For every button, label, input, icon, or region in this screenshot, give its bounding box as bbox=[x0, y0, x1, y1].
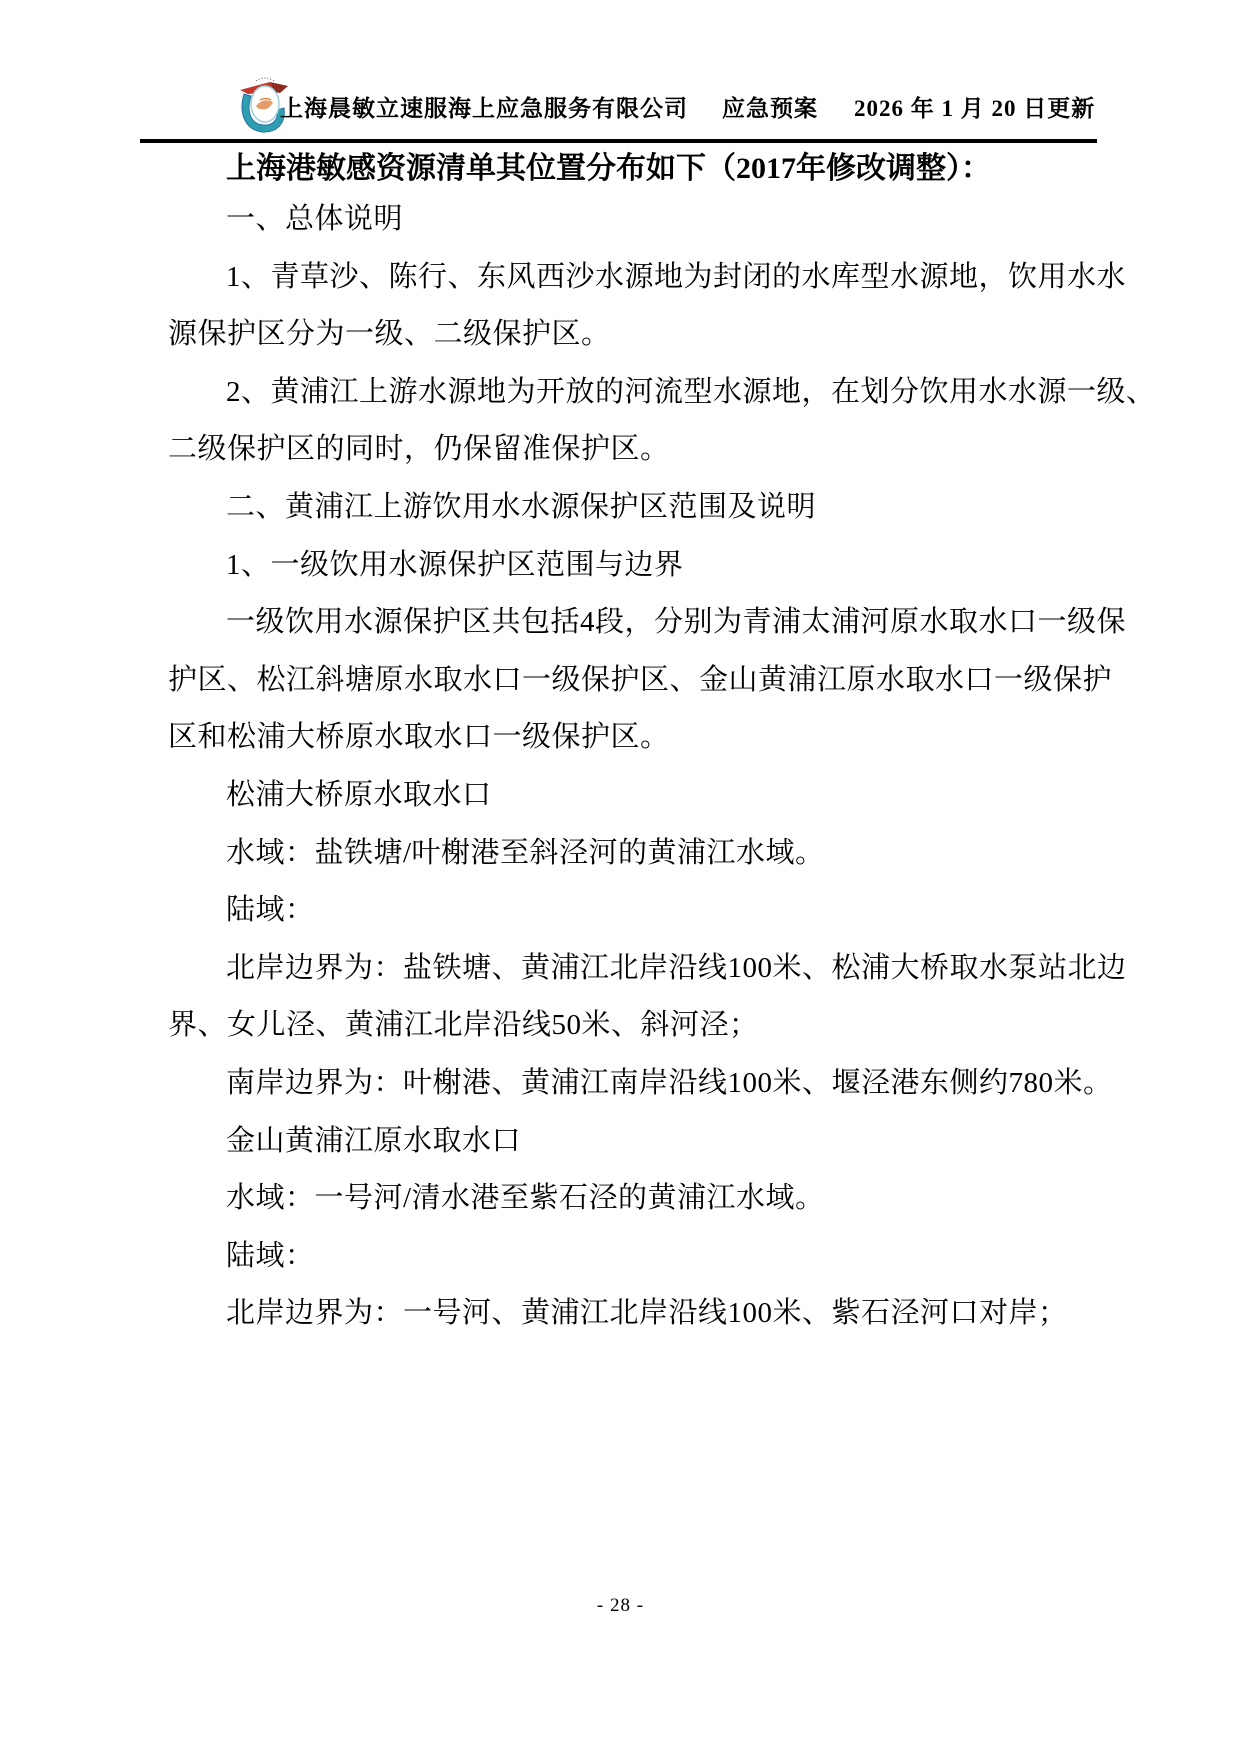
body-text-line: 陆域： bbox=[226, 894, 315, 927]
header-doc-type: 应急预案 bbox=[722, 96, 818, 121]
body-text-line: 界、女儿泾、黄浦江北岸沿线50米、斜河泾； bbox=[168, 1009, 759, 1042]
header-divider-rule bbox=[140, 139, 1097, 143]
body-text-line: 陆域： bbox=[226, 1239, 315, 1272]
document-title: 上海港敏感资源清单其位置分布如下（2017年修改调整）： bbox=[226, 152, 991, 185]
body-text-line: 南岸边界为：叶榭港、黄浦江南岸沿线100米、堰泾港东侧约780米。 bbox=[226, 1066, 1113, 1099]
body-text-line: 一、总体说明 bbox=[226, 203, 404, 235]
body-text-line: 北岸边界为：一号河、黄浦江北岸沿线100米、紫石泾河口对岸； bbox=[226, 1297, 1068, 1330]
body-text-line: 护区、松江斜塘原水取水口一级保护区、金山黄浦江原水取水口一级保护 bbox=[168, 663, 1113, 696]
body-text-line: 2、黄浦江上游水源地为开放的河流型水源地，在划分饮用水水源一级、 bbox=[226, 375, 1156, 408]
body-text-line: 源保护区分为一级、二级保护区。 bbox=[168, 318, 611, 351]
body-text-line: 金山黄浦江原水取水口 bbox=[226, 1124, 522, 1157]
page-header bbox=[280, 94, 1100, 124]
header-company-name: 上海晨敏立速服海上应急服务有限公司 bbox=[280, 96, 688, 121]
body-text-line: 二级保护区的同时，仍保留准保护区。 bbox=[168, 433, 670, 466]
header-update-date: 2026 年 1 月 20 日更新 bbox=[854, 96, 1096, 121]
body-text-line: 1、青草沙、陈行、东风西沙水源地为封闭的水库型水源地，饮用水水 bbox=[226, 260, 1127, 293]
body-text-line: 水域：盐铁塘/叶榭港至斜泾河的黄浦江水域。 bbox=[226, 836, 825, 869]
body-text-line: 二、黄浦江上游饮用水水源保护区范围及说明 bbox=[226, 490, 817, 523]
body-text-line: 北岸边界为：盐铁塘、黄浦江北岸沿线100米、松浦大桥取水泵站北边 bbox=[226, 951, 1127, 984]
body-text-line: 松浦大桥原水取水口 bbox=[226, 778, 492, 811]
body-text-line: 水域：一号河/清水港至紫石泾的黄浦江水域。 bbox=[226, 1182, 825, 1215]
body-text-line: 1、一级饮用水源保护区范围与边界 bbox=[226, 548, 684, 581]
body-text-line: 区和松浦大桥原水取水口一级保护区。 bbox=[168, 721, 670, 754]
body-text-line: 一级饮用水源保护区共包括4段，分别为青浦太浦河原水取水口一级保 bbox=[226, 606, 1127, 639]
document-body bbox=[168, 191, 1156, 1343]
page-number: - 28 - bbox=[596, 1595, 645, 1616]
